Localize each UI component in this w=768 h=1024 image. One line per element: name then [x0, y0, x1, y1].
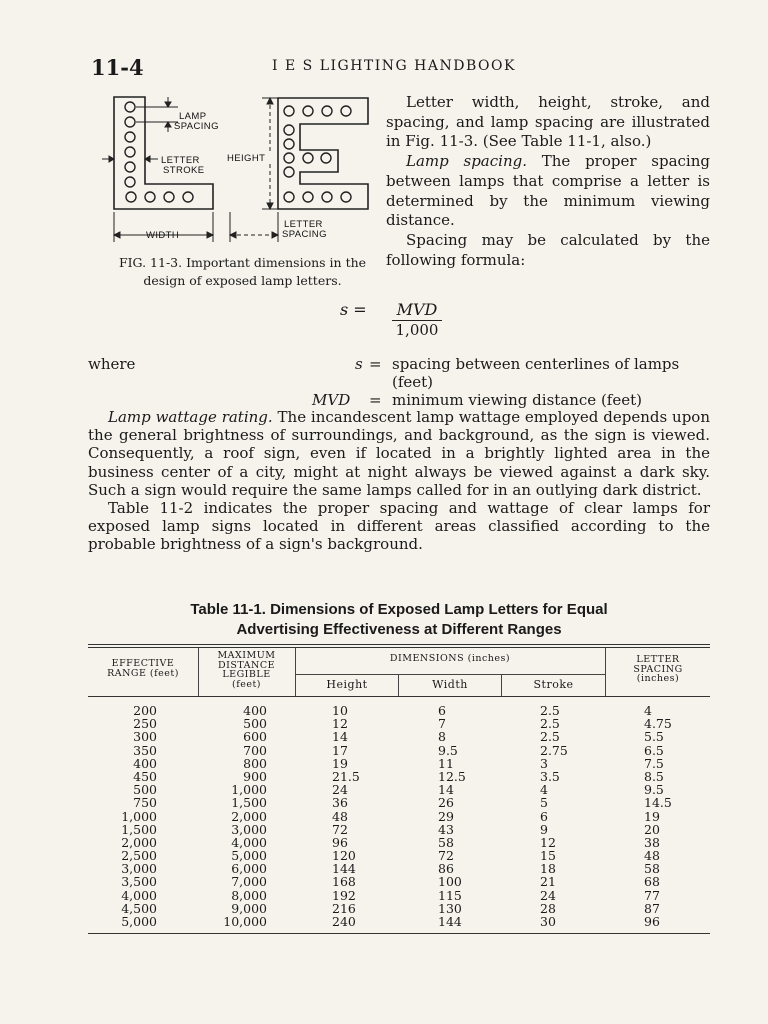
def-mvd-eq: = [369, 391, 382, 409]
table-cell: 4.75 [644, 716, 672, 732]
table-cell: 500 [133, 782, 157, 798]
table-cell: 12 [332, 716, 348, 732]
table-cell: 12 [540, 834, 556, 850]
figure-label-stroke: STROKE [163, 165, 205, 176]
table-cell: 600 [243, 729, 267, 745]
table-cell: 17 [332, 742, 348, 758]
def-s-text: spacing between centerlines of lamps [392, 355, 680, 373]
header-width: Width [432, 678, 468, 691]
table-cell: 3 [540, 755, 548, 771]
table-cell: 11 [438, 755, 454, 771]
table-cell: 300 [133, 729, 157, 745]
table-cell: 8.5 [644, 768, 664, 784]
table-cell: 750 [133, 795, 157, 811]
lamp-spacing-lead: Lamp spacing. [406, 152, 527, 171]
table-cell: 48 [644, 848, 660, 864]
table-cell: 700 [243, 742, 267, 758]
table-cell: 500 [243, 716, 267, 732]
formula-intro-paragraph: Spacing may be calculated by the following formula: [386, 230, 710, 269]
table-cell: 5 [540, 795, 548, 811]
table-cell: 7 [438, 716, 446, 732]
table-cell: 2.75 [540, 742, 568, 758]
wattage-paragraph [88, 408, 710, 499]
running-title: I E S LIGHTING HANDBOOK [272, 58, 516, 74]
header-effective-range: EFFECTIVE RANGE (feet) [107, 658, 179, 679]
table-cell: 18 [540, 861, 556, 877]
lamp-spacing-text: The proper spacing between lamps that comprise a letter is determined by the minimum viewing distance. [386, 152, 710, 230]
table-cell: 86 [438, 861, 454, 877]
table-cell: 28 [540, 900, 556, 916]
table-cell: 8 [438, 729, 446, 745]
body-text [88, 408, 710, 554]
column-letter-spacing [644, 704, 689, 928]
table-cell: 9.5 [438, 742, 458, 758]
table-title [88, 600, 710, 640]
table-cell: 192 [332, 887, 356, 903]
table-cell: 400 [133, 755, 157, 771]
table-cell: 4,500 [121, 900, 157, 916]
table-cell: 4 [644, 703, 652, 718]
table-cell: 400 [243, 703, 267, 718]
figure-caption: FIG. 11-3. Important dimensions in the design of exposed lamp letters. [118, 255, 367, 288]
table-cell: 24 [540, 887, 556, 903]
table-cell: 3.5 [540, 768, 560, 784]
table-cell: 10 [332, 703, 348, 718]
table-cell: 68 [644, 874, 660, 890]
table-cell: 6.5 [644, 742, 664, 758]
table-cell: 58 [644, 861, 660, 877]
table-cell: 4 [540, 782, 548, 798]
table-cell: 26 [438, 795, 454, 811]
figure-label-height: HEIGHT [227, 153, 266, 164]
def-s-unit: (feet) [392, 373, 434, 391]
table-cell: 30 [540, 914, 556, 929]
figure-label-letter: LETTER [161, 155, 200, 166]
table-cell: 2.5 [540, 729, 560, 745]
table-cell: 7,000 [231, 874, 267, 890]
table-cell: 800 [243, 755, 267, 771]
table-cell: 96 [332, 834, 348, 850]
table-cell: 120 [332, 848, 356, 864]
table-cell: 100 [438, 874, 462, 890]
table-cell: 9.5 [644, 782, 664, 798]
table-cell: 6 [438, 703, 446, 718]
table-cell: 21.5 [332, 768, 360, 784]
table-cell: 19 [644, 808, 660, 824]
table-cell: 6,000 [231, 861, 267, 877]
header-dimensions: DIMENSIONS (inches) [389, 653, 511, 664]
table-cell: 9,000 [231, 900, 267, 916]
table-cell: 8,000 [231, 887, 267, 903]
def-s-eq: = [369, 355, 382, 373]
table-cell: 450 [133, 768, 157, 784]
table-cell: 5,000 [121, 914, 157, 929]
lamp-spacing-paragraph [386, 152, 710, 231]
table-cell: 24 [332, 782, 348, 798]
column-max-distance [222, 704, 267, 928]
table-cell: 1,500 [231, 795, 267, 811]
figure-label-spacing2: SPACING [282, 229, 327, 240]
table-cell: 29 [438, 808, 454, 824]
table-cell: 1,500 [121, 821, 157, 837]
dimensions-subrule [295, 674, 605, 675]
def-mvd-symbol: MVD [312, 391, 351, 409]
table-title-line2: Advertising Effectiveness at Different Ranges [236, 621, 562, 638]
table-cell: 200 [133, 703, 157, 718]
table-cell: 12.5 [438, 768, 466, 784]
table-cell: 38 [644, 834, 660, 850]
wattage-lead: Lamp wattage rating. [108, 408, 273, 426]
table-cell: 216 [332, 900, 356, 916]
table-cell: 48 [332, 808, 348, 824]
header-letter-spacing: LETTER SPACING (inches) [633, 654, 683, 684]
figure-label-lamp: LAMP [179, 111, 207, 122]
page-number: 11-4 [91, 55, 144, 80]
table-cell: 87 [644, 900, 660, 916]
table-cell: 20 [644, 821, 660, 837]
table-cell: 21 [540, 874, 556, 890]
def-s-symbol: s [355, 355, 363, 373]
table-cell: 3,000 [121, 861, 157, 877]
column-effective-range [112, 704, 157, 928]
table-cell: 77 [644, 887, 660, 903]
figure-label-letter2: LETTER [284, 219, 323, 230]
table-cell: 10,000 [223, 914, 267, 929]
table-cell: 14 [332, 729, 348, 745]
table-cell: 2,000 [231, 808, 267, 824]
table-cell: 4,000 [231, 834, 267, 850]
table-cell: 3,500 [121, 874, 157, 890]
def-mvd-text: minimum viewing distance (feet) [392, 391, 642, 409]
formula-fraction [392, 300, 442, 339]
table-cell: 6 [540, 808, 548, 824]
table-cell: 144 [332, 861, 356, 877]
table-cell: 5,000 [231, 848, 267, 864]
intro-paragraph: Letter width, height, stroke, and spacing, and lamp spacing are illustrated in Fig. 11-3. (See Table 11-1, also.) [386, 93, 710, 151]
table-cell: 168 [332, 874, 356, 890]
column-height [332, 704, 372, 928]
table-cell: 14.5 [644, 795, 672, 811]
wattage-text: The incandescent lamp wattage employed depends upon the general brightness of surroundings, and background, as the sign is viewed. Consequently, a roof sign, even if located in a brightly lighted area in the business center of a city, might at night always be viewed against a dark sky. Such a sign would require the same lamps called for in an outlying dark district. [88, 408, 710, 499]
table-top-rule [88, 644, 710, 645]
table-bottom-rule [88, 933, 710, 934]
where-label: where [88, 355, 136, 373]
table-cell: 9 [540, 821, 548, 837]
table-title-line1: Table 11-1. Dimensions of Exposed Lamp Letters for Equal [190, 601, 608, 618]
table-cell: 14 [438, 782, 454, 798]
header-stroke: Stroke [533, 678, 574, 691]
table-cell: 2,000 [121, 834, 157, 850]
table-cell: 7.5 [644, 755, 664, 771]
table-cell: 43 [438, 821, 454, 837]
table-cell: 350 [133, 742, 157, 758]
table-cell: 4,000 [121, 887, 157, 903]
table-top-rule-2 [88, 647, 710, 648]
table-ref-paragraph: Table 11-2 indicates the proper spacing and wattage of clear lamps for exposed lamp signs located in different areas classified according to the probable brightness of a sign's background. [88, 499, 710, 554]
table-cell: 1,000 [121, 808, 157, 824]
table-cell: 5.5 [644, 729, 664, 745]
column-width [438, 704, 483, 928]
formula-lhs: s = [340, 300, 367, 319]
formula-denominator: 1,000 [395, 321, 439, 339]
table-cell: 2.5 [540, 703, 560, 718]
formula-numerator: MVD [392, 300, 442, 321]
table-cell: 19 [332, 755, 348, 771]
table-cell: 115 [438, 887, 462, 903]
table-cell: 240 [332, 914, 356, 929]
lamp-letter-figure [100, 92, 380, 250]
table-cell: 250 [133, 716, 157, 732]
table-cell: 130 [438, 900, 462, 916]
header-max-distance: MAXIMUM DISTANCE LEGIBLE (feet) [217, 650, 276, 690]
table-cell: 2,500 [121, 848, 157, 864]
table-cell: 3,000 [231, 821, 267, 837]
table-cell: 96 [644, 914, 660, 929]
table-cell: 1,000 [231, 782, 267, 798]
figure-label-width: WIDTH [146, 230, 180, 241]
right-column-text [386, 93, 710, 270]
table-cell: 2.5 [540, 716, 560, 732]
table-cell: 144 [438, 914, 462, 929]
table-cell: 72 [438, 848, 454, 864]
table-cell: 72 [332, 821, 348, 837]
table-cell: 900 [243, 768, 267, 784]
column-stroke [540, 704, 585, 928]
figure-label-spacing: SPACING [174, 121, 219, 132]
table-cell: 58 [438, 834, 454, 850]
header-height: Height [326, 678, 368, 691]
table-header-rule [88, 696, 710, 697]
table-cell: 36 [332, 795, 348, 811]
table-cell: 15 [540, 848, 556, 864]
